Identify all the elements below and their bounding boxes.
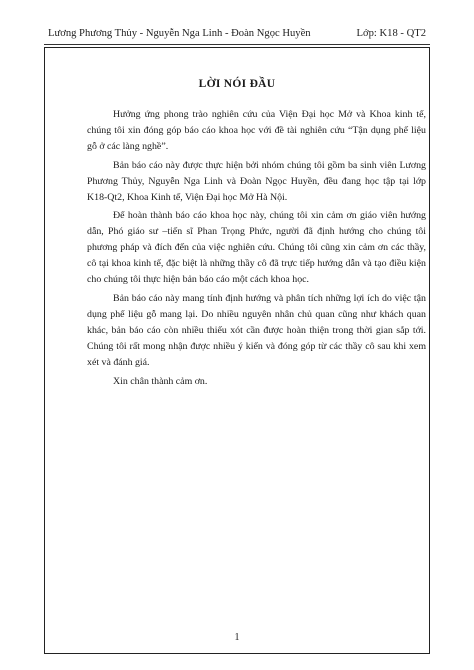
- header-class: Lớp: K18 - QT2: [356, 28, 426, 39]
- paragraph: Để hoàn thành báo cáo khoa học này, chúng tôi xin cảm ơn giáo viên hướng dẫn, Phó giáo sư –tiến sĩ Phan Trọng Phức, người đã định hướng cho chúng tôi phương pháp và đích đến của việc nghiên cứu. Chúng tôi cũng xin cảm ơn các thầy, cô tại khoa kinh tế, đặc biệt là những thầy cô đã trực tiếp hướng dẫn và tạo điều kiện cho chúng tôi thực hiện bản báo cáo một cách khoa học.: [87, 210, 426, 286]
- paragraph: Hưởng ứng phong trào nghiên cứu của Viện Đại học Mở và Khoa kinh tế, chúng tôi xin đóng góp báo cáo khoa học với đề tài nghiên cứu “Tận dụng phế liệu gỗ ở các làng nghề”.: [87, 109, 426, 152]
- header-rule: [44, 44, 430, 45]
- running-header: [48, 28, 426, 39]
- page-title: LỜI NÓI ĐẦU: [198, 78, 276, 90]
- paragraph: Xin chân thành cảm ơn.: [113, 375, 208, 387]
- header-authors: Lương Phương Thủy - Nguyễn Nga Linh - Đoàn Ngọc Huyền: [48, 28, 311, 39]
- body-text: [87, 107, 426, 392]
- page-number: 1: [234, 632, 240, 643]
- paragraph: Bản báo cáo này được thực hiện bởi nhóm chúng tôi gồm ba sinh viên Lương Phương Thủy, Nguyễn Nga Linh và Đoàn Ngọc Huyền, đều đang học tập tại lớp K18-Qt2, Khoa Kinh tế, Viện Đại học Mở Hà Nội.: [87, 159, 426, 203]
- paragraph: Bản báo cáo này mang tính định hướng và phân tích những lợi ích do việc tận dụng phế liệu gỗ mang lại. Do nhiều nguyên nhân chủ quan cũng như khách quan khác, bản báo cáo còn nhiều thiếu xót cần được hoàn thiện trong thời gian sắp tới. Chúng tôi rất mong nhận được nhiều ý kiến và đóng góp từ các thầy cô sau khi xem xét và đánh giá.: [87, 292, 426, 368]
